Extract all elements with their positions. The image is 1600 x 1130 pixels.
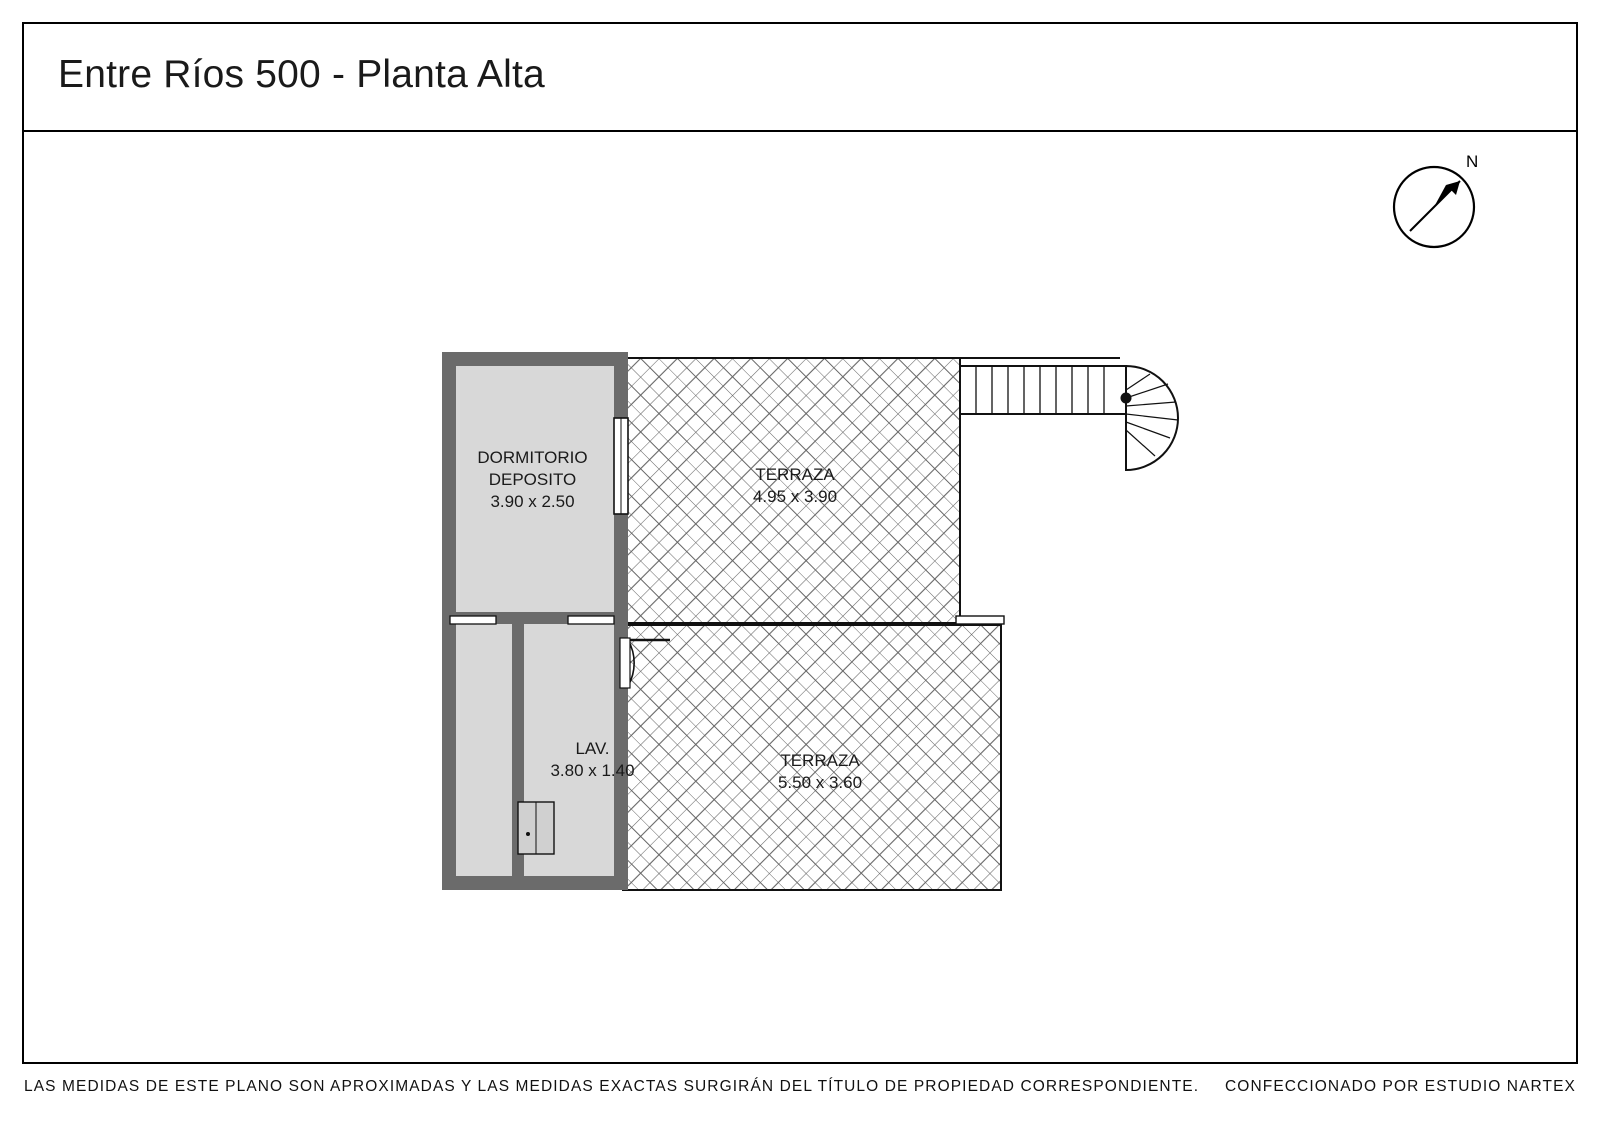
laundry-fixture [518, 802, 554, 854]
room-name-line1: DORMITORIO [477, 448, 588, 467]
room-dimensions: 3.80 x 1.40 [550, 761, 635, 780]
room-name-line1: TERRAZA [755, 465, 835, 484]
room-dimensions: 5.50 x 3.60 [777, 773, 863, 792]
footer-disclaimer: LAS MEDIDAS DE ESTE PLANO SON APROXIMADAS Y LAS MEDIDAS EXACTAS SURGIRÁN DEL TÍTULO DE PROPIEDAD CORRESPONDIENTE. [24, 1078, 1200, 1095]
room-name-line1: TERRAZA [780, 751, 860, 770]
room-dimensions: 3.90 x 2.50 [490, 492, 575, 511]
room-label-lavadero [500, 738, 685, 782]
page-title: Entre Ríos 500 - Planta Alta [58, 53, 545, 96]
room-label-terraza-superior [700, 464, 890, 508]
floor-plan-drawing [420, 340, 1210, 910]
room-name-line2: DEPOSITO [488, 470, 577, 489]
footer-credit: CONFECCIONADO POR ESTUDIO NARTEX [1225, 1078, 1576, 1095]
staircase [960, 366, 1178, 470]
room-label-dormitorio [440, 447, 625, 513]
room-label-terraza-inferior [725, 750, 915, 794]
compass-north-label: N [1466, 152, 1479, 171]
room-name-line1: LAV. [575, 739, 610, 758]
room-dimensions: 4.95 x 3.90 [752, 487, 838, 506]
